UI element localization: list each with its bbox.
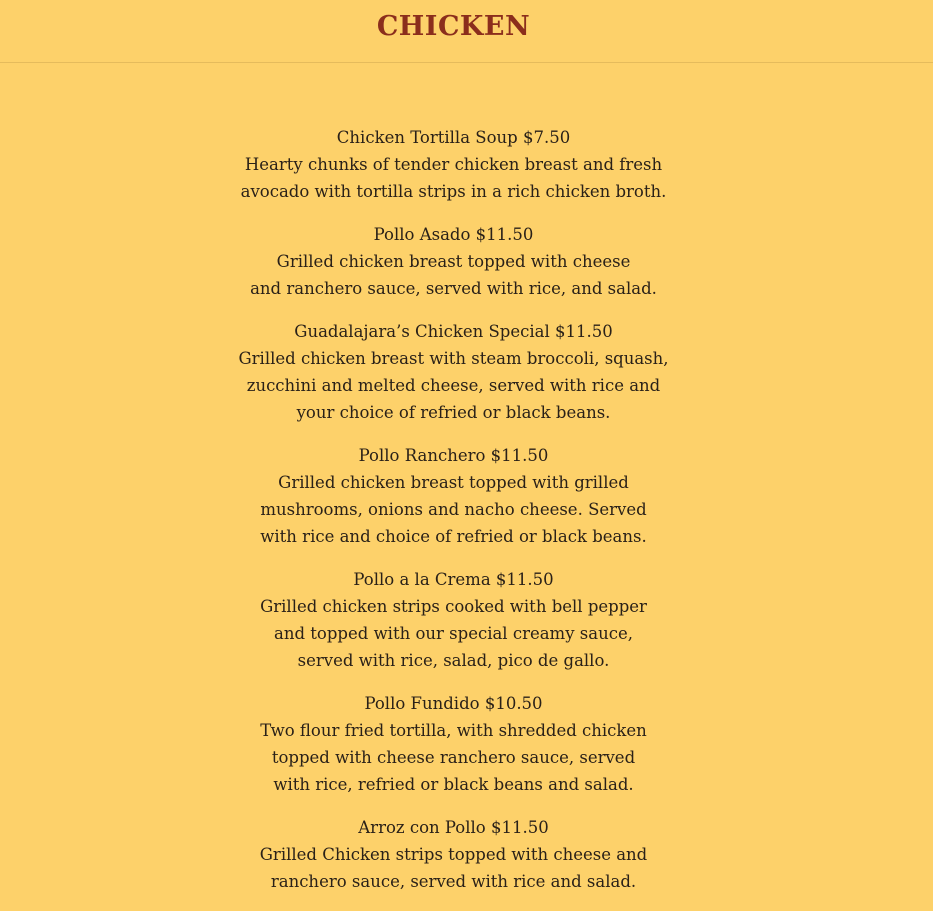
menu-item: [0, 814, 907, 895]
menu-item-description-line: Two flour fried tortilla, with shredded chicken: [260, 721, 647, 740]
menu-item: [0, 124, 907, 205]
menu-item-description-line: ranchero sauce, served with rice and salad.: [270, 872, 637, 891]
menu-item-description-line: Grilled chicken breast with steam broccoli, squash,: [238, 349, 669, 368]
menu-item-description-line: with rice, refried or black beans and salad.: [273, 775, 634, 794]
menu-item-description-line: with rice and choice of refried or black beans.: [260, 527, 647, 546]
menu-item-name-price: Arroz con Pollo $11.50: [358, 818, 549, 837]
page-header: [0, 0, 933, 63]
menu-item-description-line: and ranchero sauce, served with rice, and salad.: [250, 279, 657, 298]
menu-item-description-line: Grilled chicken breast topped with cheese: [276, 252, 631, 271]
menu-item-name-price: Pollo Fundido $10.50: [364, 694, 543, 713]
menu-item-name-price: Pollo a la Crema $11.50: [353, 570, 554, 589]
menu-item-description-line: avocado with tortilla strips in a rich chicken broth.: [240, 182, 667, 201]
menu-item-description-line: zucchini and melted cheese, served with rice and: [246, 376, 661, 395]
menu-item-name-price: Pollo Ranchero $11.50: [358, 446, 549, 465]
menu-list: [0, 124, 907, 911]
menu-item: [0, 442, 907, 550]
menu-item: [0, 690, 907, 798]
menu-item: [0, 318, 907, 426]
menu-item-description-line: and topped with our special creamy sauce,: [274, 624, 633, 643]
menu-item-description-line: mushrooms, onions and nacho cheese. Served: [260, 500, 647, 519]
menu-item-description-line: your choice of refried or black beans.: [296, 403, 611, 422]
menu-item-description-line: served with rice, salad, pico de gallo.: [297, 651, 610, 670]
page-title: CHICKEN: [376, 11, 531, 42]
menu-item-description-line: Grilled Chicken strips topped with cheese and: [259, 845, 648, 864]
menu-item-name-price: Chicken Tortilla Soup $7.50: [336, 128, 571, 147]
menu-item: [0, 566, 907, 674]
menu-item-description-line: Grilled chicken breast topped with grilled: [278, 473, 629, 492]
menu-item-name-price: Pollo Asado $11.50: [373, 225, 534, 244]
menu-item-description-line: topped with cheese ranchero sauce, served: [271, 748, 636, 767]
menu-item-description-line: Hearty chunks of tender chicken breast and fresh: [244, 155, 663, 174]
menu-item: [0, 221, 907, 302]
menu-item-name-price: Guadalajara’s Chicken Special $11.50: [294, 322, 613, 341]
menu-item-description-line: Grilled chicken strips cooked with bell pepper: [260, 597, 647, 616]
